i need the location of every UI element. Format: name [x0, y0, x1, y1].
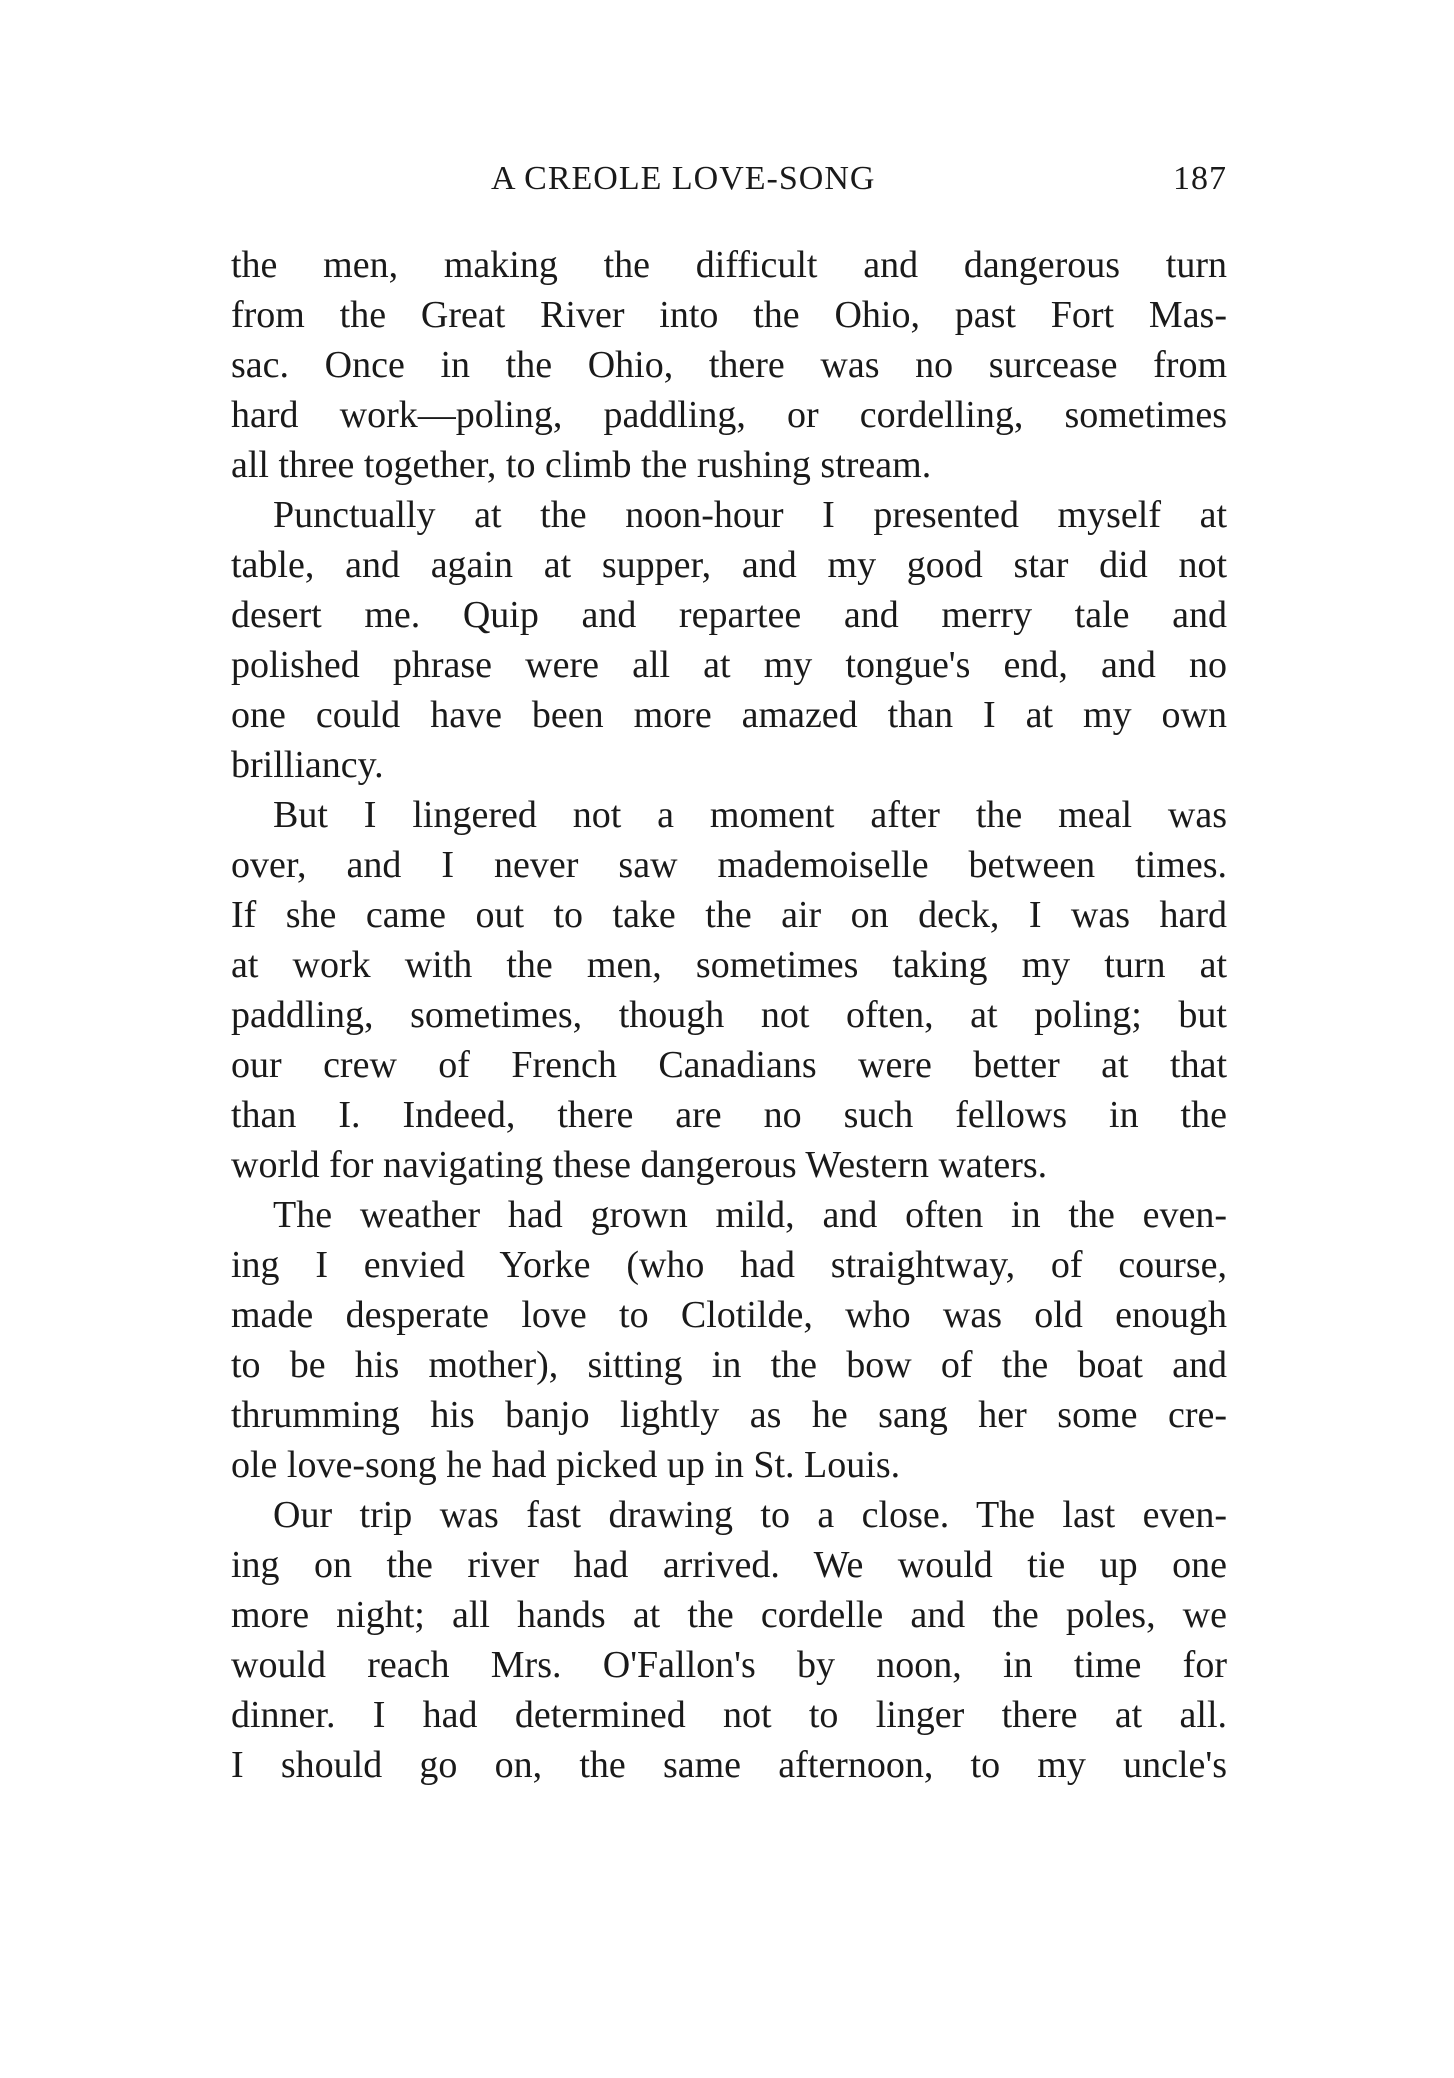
text-line-content: table, and again at supper, and my good star did not	[231, 544, 1227, 586]
text-line	[231, 1240, 1227, 1290]
text-line	[231, 1140, 1227, 1190]
text-line	[231, 290, 1227, 340]
text-line-content: at work with the men, sometimes taking my turn at	[231, 944, 1227, 986]
text-line	[231, 1490, 1227, 1540]
text-line-content: more night; all hands at the cordelle and the poles, we	[231, 1594, 1227, 1636]
text-line	[231, 1040, 1227, 1090]
text-line-content: one could have been more amazed than I at my own	[231, 694, 1227, 736]
text-line-content: I should go on, the same afternoon, to my uncle's	[231, 1744, 1227, 1786]
text-line	[231, 990, 1227, 1040]
paragraph	[231, 790, 1227, 1190]
text-line-content: than I. Indeed, there are no such fellows in the	[231, 1094, 1227, 1136]
text-line-content: ing I envied Yorke (who had straightway, of course,	[231, 1244, 1227, 1286]
text-line	[231, 440, 1227, 490]
text-line	[231, 1690, 1227, 1740]
text-line-content: our crew of French Canadians were better at that	[231, 1044, 1227, 1086]
text-line-content: would reach Mrs. O'Fallon's by noon, in time for	[231, 1644, 1227, 1686]
text-line-content: Punctually at the noon-hour I presented myself at	[273, 494, 1227, 536]
text-line	[231, 1190, 1227, 1240]
text-line-content: paddling, sometimes, though not often, at poling; but	[231, 994, 1227, 1036]
text-line	[231, 490, 1227, 540]
text-line	[231, 390, 1227, 440]
text-line	[231, 640, 1227, 690]
running-title: A CREOLE LOVE-SONG	[491, 160, 876, 197]
text-line	[231, 740, 1227, 790]
text-line	[231, 790, 1227, 840]
paragraph	[231, 240, 1227, 490]
paragraph	[231, 1490, 1227, 1790]
text-line	[231, 1290, 1227, 1340]
text-line	[231, 1540, 1227, 1590]
text-line-content: brilliancy.	[231, 744, 384, 786]
text-line	[231, 1390, 1227, 1440]
paragraph	[231, 490, 1227, 790]
text-line	[231, 1590, 1227, 1640]
text-line-content: hard work—poling, paddling, or cordelling, sometimes	[231, 394, 1227, 436]
text-line-content: over, and I never saw mademoiselle between times.	[231, 844, 1227, 886]
text-line	[231, 240, 1227, 290]
text-line-content: The weather had grown mild, and often in the even-	[273, 1194, 1227, 1236]
text-line	[231, 340, 1227, 390]
text-line-content: dinner. I had determined not to linger there at all.	[231, 1694, 1227, 1736]
page-number: 187	[1173, 160, 1227, 197]
text-line-content: the men, making the difficult and dangerous turn	[231, 244, 1227, 286]
text-line-content: ing on the river had arrived. We would tie up one	[231, 1544, 1227, 1586]
text-line-content: If she came out to take the air on deck, I was hard	[231, 894, 1227, 936]
page-body	[231, 240, 1227, 1790]
text-line	[231, 890, 1227, 940]
text-line	[231, 840, 1227, 890]
text-line-content: made desperate love to Clotilde, who was old enough	[231, 1294, 1227, 1336]
text-line-content: world for navigating these dangerous Western waters.	[231, 1144, 1048, 1186]
text-line-content: desert me. Quip and repartee and merry tale and	[231, 594, 1227, 636]
text-line	[231, 540, 1227, 590]
text-line-content: sac. Once in the Ohio, there was no surcease from	[231, 344, 1227, 386]
text-line-content: to be his mother), sitting in the bow of the boat and	[231, 1344, 1227, 1386]
text-line-content: from the Great River into the Ohio, past Fort Mas-	[231, 294, 1227, 336]
text-line	[231, 940, 1227, 990]
text-line	[231, 1640, 1227, 1690]
text-line	[231, 590, 1227, 640]
text-line-content: ole love-song he had picked up in St. Louis.	[231, 1444, 901, 1486]
text-line	[231, 1740, 1227, 1790]
text-line-content: all three together, to climb the rushing stream.	[231, 444, 932, 486]
text-line	[231, 690, 1227, 740]
text-line	[231, 1090, 1227, 1140]
page-header	[231, 160, 1227, 210]
paragraph	[231, 1190, 1227, 1490]
text-line	[231, 1440, 1227, 1490]
text-line-content: But I lingered not a moment after the meal was	[273, 794, 1227, 836]
text-line	[231, 1340, 1227, 1390]
text-line-content: thrumming his banjo lightly as he sang her some cre-	[231, 1394, 1227, 1436]
text-line-content: polished phrase were all at my tongue's end, and no	[231, 644, 1227, 686]
text-line-content: Our trip was fast drawing to a close. The last even-	[273, 1494, 1227, 1536]
